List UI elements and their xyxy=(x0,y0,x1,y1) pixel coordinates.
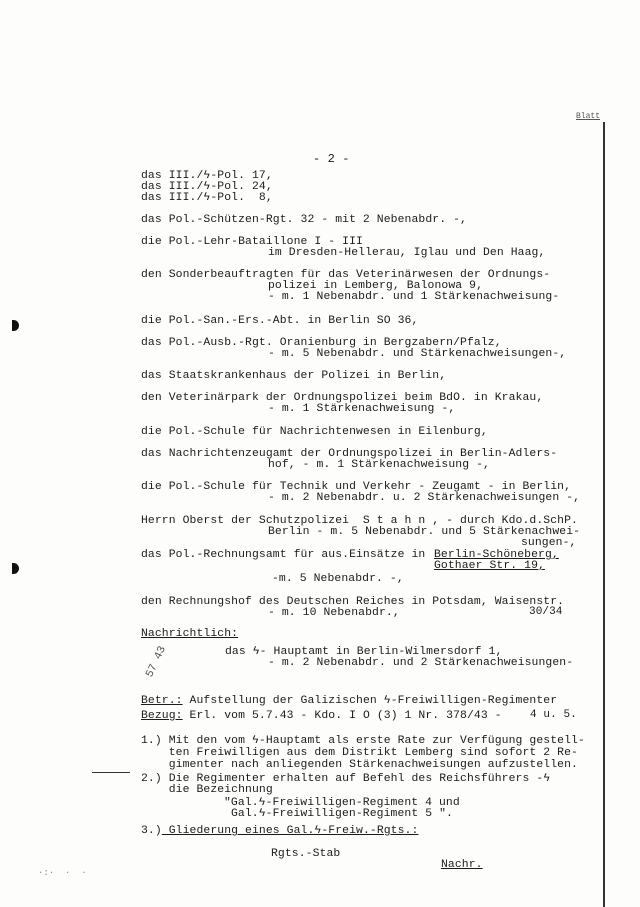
regiment-name-line: "Gal.ϟ-Freiwilligen-Regiment 4 und xyxy=(224,797,460,809)
recipient-line: - m. 2 Nebenabdr. u. 2 Stärkenachweisungen -, xyxy=(268,492,581,504)
recipient-line: das Pol.-Ausb.-Rgt. Oranienburg in Bergzabern/Pfalz, xyxy=(141,337,502,349)
point-line: ten Freiwilligen aus dem Distrikt Lemberg sind sofort 2 Re- xyxy=(141,747,578,759)
regiment-name-line: Gal.ϟ-Freiwilligen-Regiment 5 ". xyxy=(231,808,453,820)
point-line: 2.) Die Regimenter erhalten auf Befehl des Reichsführers -ϟ xyxy=(141,773,551,785)
page-edge-line xyxy=(603,122,605,907)
recipient-line: Berlin - m. 5 Nebenabdr. und 5 Stärkenachwei- xyxy=(268,526,581,538)
recipient-line: polizei in Lemberg, Balonowa 9, xyxy=(268,280,484,292)
recipient-line: die Pol.-Schule für Nachrichtenwesen in Eilenburg, xyxy=(141,426,488,438)
punch-hole-mark xyxy=(12,563,19,574)
recipient-line: das Staatskrankenhaus der Polizei in Berlin, xyxy=(141,370,447,382)
point-number: 3.) xyxy=(141,825,162,837)
corner-label: Blatt xyxy=(576,112,601,121)
nachrichtlich-heading: Nachrichtlich: xyxy=(141,628,239,640)
point-line: 1.) Mit den vom ϟ-Hauptamt als erste Rate zur Verfügung gestell- xyxy=(141,735,585,747)
continuation-mark: Nachr. xyxy=(441,859,483,871)
point-line: gimenter nach anliegenden Stärkenachweisungen aufzustellen. xyxy=(141,759,578,771)
recipient-line: die Pol.-Schule für Technik und Verkehr - Zeugamt - in Berlin, xyxy=(141,481,572,493)
recipient-address: Gothaer Str. 19, xyxy=(434,560,545,572)
page-number: - 2 - xyxy=(313,152,350,166)
recipient-line: das Pol.-Schützen-Rgt. 32 - mit 2 Nebenabdr. -, xyxy=(141,214,467,226)
recipient-line: - m. 10 Nebenabdr., xyxy=(268,607,400,619)
subject-line xyxy=(141,695,557,707)
handwritten-page-ref: 30/34 xyxy=(529,606,563,618)
margin-pencil-note: 57 43 xyxy=(144,644,169,680)
recipient-line: - m. 1 Nebenabdr. und 1 Stärkenachweisung- xyxy=(268,291,560,303)
recipient-line: im Dresden-Hellerau, Iglau und Den Haag, xyxy=(268,247,546,259)
nachrichtlich-line: - m. 2 Nebenabdr. und 2 Stärkenachweisungen- xyxy=(268,657,574,669)
reference-line xyxy=(141,710,502,722)
point-heading: Gliederung eines Gal.ϟ-Freiw.-Rgts.: xyxy=(161,825,419,837)
reference-text: Erl. vom 5.7.43 - Kdo. I O (3) 1 Nr. 378/43 - xyxy=(182,710,502,722)
margin-stroke xyxy=(92,772,130,773)
recipient-line: den Rechnungshof des Deutschen Reiches in Potsdam, Waisenstr. xyxy=(141,596,565,608)
recipient-line: den Veterinärpark der Ordnungspolizei beim BdO. in Krakau, xyxy=(141,392,544,404)
rgts-stab-label: Rgts.-Stab xyxy=(271,848,341,860)
faint-scan-artifact: ·:· · · xyxy=(38,868,87,878)
recipient-line: -m. 5 Nebenabdr. -, xyxy=(272,573,404,585)
subject-label: Betr.: xyxy=(141,695,183,707)
recipient-address: Berlin-Schöneberg, xyxy=(434,549,559,561)
recipient-line: das Nachrichtenzeugamt der Ordnungspolizei in Berlin-Adlers- xyxy=(141,448,558,460)
subject-text: Aufstellung der Galizischen ϟ-Freiwilligen-Regimenter xyxy=(182,695,558,707)
point-line xyxy=(141,825,418,837)
recipient-line: die Pol.-Lehr-Bataillone I - III xyxy=(141,236,363,248)
point-line: die Bezeichnung xyxy=(141,784,273,796)
recipient-line: hof, - m. 1 Stärkenachweisung -, xyxy=(268,459,490,471)
recipient-line: - m. 1 Stärkenachweisung -, xyxy=(268,403,456,415)
reference-handnote: 4 u. 5. xyxy=(530,709,577,721)
recipient-line: das III./ϟ-Pol. 8, xyxy=(141,192,273,204)
recipient-line: sungen-, xyxy=(521,537,577,549)
recipient-line: den Sonderbeauftragten für das Veterinärwesen der Ordnungs- xyxy=(141,269,551,281)
recipient-line: das III./ϟ-Pol. 17, xyxy=(141,170,273,182)
recipient-line: die Pol.-San.-Ers.-Abt. in Berlin SO 36, xyxy=(141,315,419,327)
reference-label: Bezug: xyxy=(141,710,183,722)
recipient-line: - m. 5 Nebenabdr. und Stärkenachweisungen-, xyxy=(268,348,567,360)
recipient-line: Herrn Oberst der Schutzpolizei S t a h n , - durch Kdo.d.SchP. xyxy=(141,515,578,527)
recipient-line: das Pol.-Rechnungsamt für aus.Einsätze in xyxy=(141,549,426,561)
nachrichtlich-line: das ϟ- Hauptamt in Berlin-Wilmersdorf 1, xyxy=(225,646,503,658)
punch-hole-mark xyxy=(12,320,19,331)
recipient-line: das III./ϟ-Pol. 24, xyxy=(141,181,273,193)
